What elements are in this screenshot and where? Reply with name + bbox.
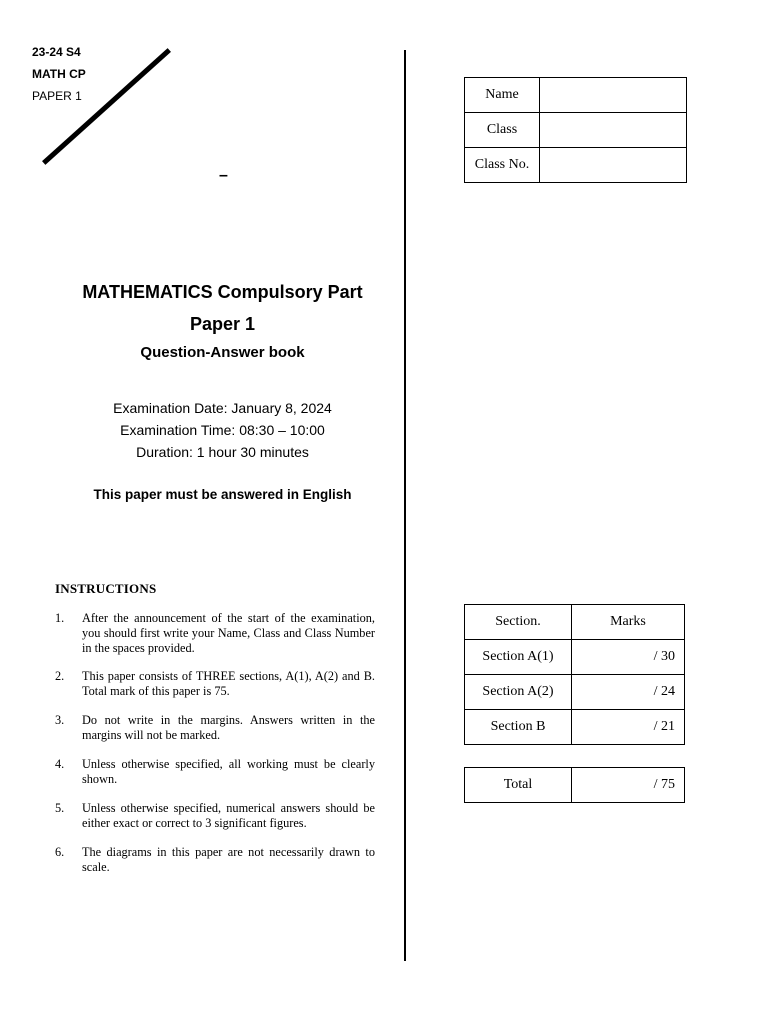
item-number: 4. (55, 757, 65, 771)
section-column-header: Section. (465, 605, 572, 640)
table-row (465, 640, 685, 675)
table-row (465, 710, 685, 745)
table-header-row (465, 605, 685, 640)
section-name: Section A(1) (465, 640, 572, 675)
class-field[interactable] (540, 113, 687, 148)
section-name: Section A(2) (465, 675, 572, 710)
paper-number: Paper 1 (189, 314, 256, 334)
exam-date: Examination Date: January 8, 2024 (113, 400, 332, 416)
instructions-heading: INSTRUCTIONS (55, 581, 157, 596)
student-info-table (464, 77, 687, 183)
page-divider (404, 50, 406, 961)
header-paper: PAPER 1 (32, 89, 82, 103)
header-subject: MATH CP (32, 67, 86, 81)
language-note: This paper must be answered in English (93, 487, 352, 502)
name-label: Name (465, 78, 540, 113)
exam-duration: Duration: 1 hour 30 minutes (136, 444, 309, 460)
exam-time: Examination Time: 08:30 – 10:00 (120, 422, 325, 438)
class-no-field[interactable] (540, 148, 687, 183)
header-code: 23-24 S4 (32, 45, 81, 59)
marks-table (464, 604, 685, 745)
total-marks[interactable]: / 75 (572, 768, 685, 803)
section-marks[interactable]: / 24 (572, 675, 685, 710)
item-number: 1. (55, 611, 65, 625)
item-text: Unless otherwise specified, numerical answers should be either exact or correct to 3 significant figures. (82, 801, 375, 830)
dash-mark: – (219, 167, 228, 184)
item-number: 5. (55, 801, 65, 815)
marks-column-header: Marks (572, 605, 685, 640)
section-marks[interactable]: / 21 (572, 710, 685, 745)
item-text: Do not write in the margins. Answers written in the margins will not be marked. (82, 713, 375, 742)
table-row (465, 113, 687, 148)
item-text: After the announcement of the start of the examination, you should first write your Name, Class and Class Number in the spaces provided. (82, 611, 375, 655)
item-text: The diagrams in this paper are not necessarily drawn to scale. (82, 845, 375, 874)
section-name: Section B (465, 710, 572, 745)
table-row (465, 768, 685, 803)
item-number: 3. (55, 713, 65, 727)
item-number: 6. (55, 845, 65, 859)
item-text: Unless otherwise specified, all working must be clearly shown. (82, 757, 375, 786)
total-label: Total (465, 768, 572, 803)
section-marks[interactable]: / 30 (572, 640, 685, 675)
name-field[interactable] (540, 78, 687, 113)
diagonal-stroke (42, 48, 171, 165)
book-type: Question-Answer book (140, 344, 305, 361)
table-row (465, 675, 685, 710)
table-row (465, 148, 687, 183)
paper-title: MATHEMATICS Compulsory Part (82, 282, 363, 302)
item-text: This paper consists of THREE sections, A(1), A(2) and B. Total mark of this paper is 75. (82, 669, 375, 698)
class-label: Class (465, 113, 540, 148)
table-row (465, 78, 687, 113)
item-number: 2. (55, 669, 65, 683)
total-table (464, 767, 685, 803)
class-no-label: Class No. (465, 148, 540, 183)
